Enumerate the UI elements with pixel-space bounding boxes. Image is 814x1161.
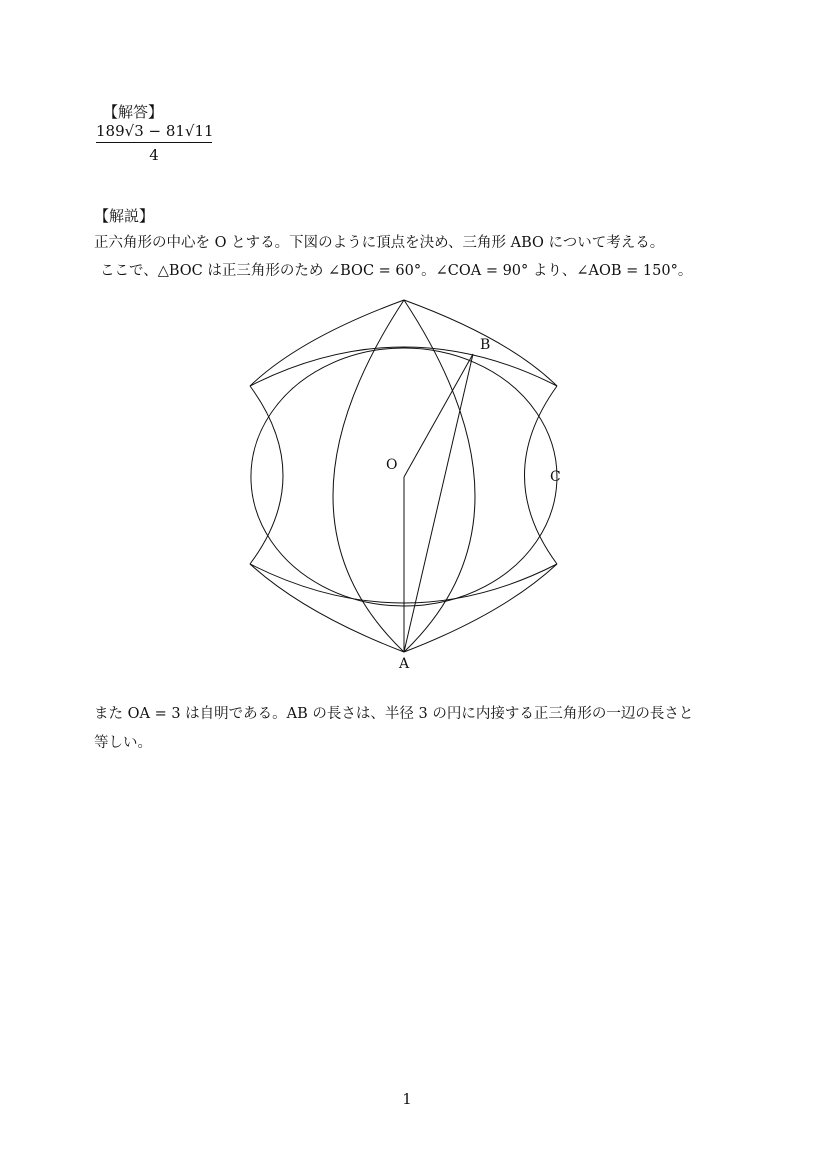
explanation-line-3: また OA = 3 は自明である。AB の長さは、半径 3 の円に内接する正三角形の一辺の長さと — [94, 706, 694, 722]
segment-ob — [404, 354, 473, 477]
answer-heading: 【解答】 — [103, 103, 164, 121]
hexagon-arc-bottom-right — [404, 564, 557, 652]
label-o: O — [386, 457, 398, 473]
hexagon-arc-upper — [250, 347, 557, 386]
segment-ab — [404, 354, 473, 652]
hexagon-arc-top-left — [250, 300, 404, 386]
explanation-line-2: ここで、△BOC は正三角形のため ∠BOC = 60°。∠COA = 90° より、∠AOB = 150°。 — [100, 263, 693, 279]
page-number: 1 — [402, 1090, 412, 1108]
label-c: C — [550, 469, 561, 485]
explanation-line-4: 等しい。 — [94, 735, 152, 751]
hexagon-arc-bottom-left — [250, 564, 404, 652]
answer-numerator: 189√3 − 81√11 — [96, 122, 212, 143]
explanation-line-1: 正六角形の中心を O とする。下図のように頂点を決め、三角形 ABO について考える。 — [94, 235, 665, 251]
label-b: B — [480, 337, 491, 353]
label-a: A — [399, 656, 410, 672]
hexagon-arc-left — [250, 386, 283, 564]
answer-denominator: 4 — [149, 146, 159, 164]
explanation-heading: 【解説】 — [94, 207, 155, 225]
